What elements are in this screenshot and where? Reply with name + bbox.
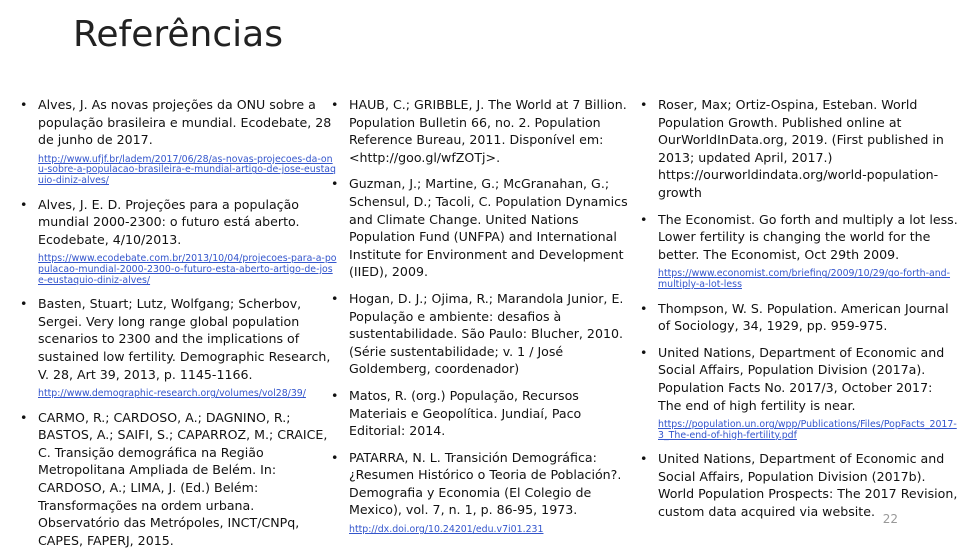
reference-text: United Nations, Department of Economic and Social Affairs, Population Division (2017b). World Population Prospects: The 2017 Revision, custom data acquired via website. <box>658 451 958 520</box>
page-number: 22 <box>882 512 898 526</box>
reference-text: Guzman, J.; Martine, G.; McGranahan, G.; Schensul, D.; Tacoli, C. Population Dynamics and Climate Change. United Nations Population Fund (UNFPA) and International Institute for Environment and Development (IIED), 2009. <box>349 176 628 280</box>
bullet-icon: • <box>640 344 648 360</box>
reference-link[interactable]: http://www.demographic-research.org/volumes/vol28/39/ <box>38 388 306 400</box>
reference-link[interactable]: https://www.economist.com/briefing/2009/10/29/go-forth-and-multiply-a-lot-less <box>658 268 951 290</box>
reference-text: Basten, Stuart; Lutz, Wolfgang; Scherbov, Sergei. Very long range global population scenarios to 2300 and the implications of sustained low fertility. Demographic Research, V. 28, Art 39, 2013, p. 1145-1166. <box>38 296 331 382</box>
reference-column-2 <box>331 96 635 545</box>
reference-text: United Nations, Department of Economic and Social Affairs, Population Division (2017a). Population Facts No. 2017/3, October 2017: The end of high fertility is near. <box>658 344 945 413</box>
reference-item <box>640 450 958 520</box>
reference-text: Hogan, D. J.; Ojima, R.; Marandola Junior, E. População e ambiente: desafios à sustentabilidade. São Paulo: Blucher, 2010. (Série sustentabilidade; v. 1 / José Goldemberg, coordenador) <box>349 290 624 377</box>
reference-text: HAUB, C.; GRIBBLE, J. The World at 7 Billion. Population Bulletin 66, no. 2. Population Reference Bureau, 2011. Disponível em: <http://goo.gl/wfZOTj>. <box>349 97 627 165</box>
bullet-icon: • <box>331 387 339 403</box>
bullet-icon: • <box>20 97 28 112</box>
page-title: Referências <box>73 14 283 55</box>
reference-item <box>331 290 635 378</box>
reference-item <box>20 96 338 187</box>
bullet-icon: • <box>331 290 339 306</box>
reference-item <box>331 96 635 166</box>
reference-item <box>331 387 635 440</box>
reference-text: CARMO, R.; CARDOSO, A.; DAGNINO, R.; BASTOS, A.; SAIFI, S.; CAPARROZ, M.; CRAICE, C. Transição demográfica na Região Metropolitana Ampliada de Belém. In: CARDOSO, A.; LIMA, J. (Ed.) Belém: Transformações na ordem urbana. Observatório das Metrópoles, INCT/CNPq, CAPES, FAPERJ, 2015. <box>38 409 328 548</box>
reference-text: Thompson, W. S. Population. American Journal of Sociology, 34, 1929, pp. 959-975. <box>658 300 949 334</box>
reference-column-3 <box>640 96 958 530</box>
bullet-icon: • <box>640 451 648 467</box>
bullet-icon: • <box>640 211 648 227</box>
bullet-icon: • <box>331 97 339 112</box>
reference-item <box>640 211 958 291</box>
reference-link[interactable]: http://dx.doi.org/10.24201/edu.v7i01.231 <box>349 524 544 536</box>
bullet-icon: • <box>640 97 648 112</box>
bullet-icon: • <box>640 300 648 316</box>
reference-link[interactable]: https://www.ecodebate.com.br/2013/10/04/projecoes-para-a-populacao-mundial-2000-2300-o-futuro-esta-aberto-artigo-de-jose-eustaquio-diniz-alves/ <box>38 253 337 286</box>
reference-item <box>640 300 958 335</box>
bullet-icon: • <box>20 409 28 425</box>
bullet-icon: • <box>20 296 28 312</box>
reference-item <box>20 196 338 287</box>
reference-column-1 <box>20 96 338 558</box>
reference-item <box>331 449 635 536</box>
reference-text: PATARRA, N. L. Transición Demográfica: ¿Resumen Histórico o Teoria de Población?. Demografia y Economia (El Colegio de Mexico), vol. 7, n. 1, p. 86-95, 1973. <box>349 449 622 518</box>
reference-text: Alves, J. E. D. Projeções para a população mundial 2000-2300: o futuro está aberto. Ecodebate, 4/10/2013. <box>38 196 300 247</box>
reference-item <box>20 409 338 550</box>
bullet-icon: • <box>331 449 339 465</box>
reference-link[interactable]: https://population.un.org/wpp/Publications/Files/PopFacts_2017-3_The-end-of-high-fertility.pdf <box>658 419 957 441</box>
reference-text: The Economist. Go forth and multiply a lot less. Lower fertility is changing the world for the better. The Economist, Oct 29th 2009. <box>658 211 958 262</box>
reference-item <box>640 96 958 202</box>
reference-link[interactable]: http://www.ufjf.br/ladem/2017/06/28/as-novas-projecoes-da-onu-sobre-a-populacao-brasileira-e-mundial-artigo-de-jose-eustaquio-diniz-alves/ <box>38 153 336 186</box>
bullet-icon: • <box>20 196 28 212</box>
bullet-icon: • <box>331 176 339 192</box>
reference-text: Matos, R. (org.) População, Recursos Materiais e Geopolítica. Jundiaí, Paco Editorial: 2014. <box>349 387 582 439</box>
reference-item <box>20 295 338 400</box>
reference-item <box>331 175 635 281</box>
reference-item <box>640 344 958 442</box>
reference-text: Alves, J. As novas projeções da ONU sobre a população brasileira e mundial. Ecodebate, 28 de junho de 2017. <box>38 97 332 148</box>
reference-text: Roser, Max; Ortiz-Ospina, Esteban. World Population Growth. Published online at OurWorldInData.org, 2019. (First published in 2013; updated April, 2017.) https://ourworldindata.org/world-population-growth <box>658 97 944 200</box>
